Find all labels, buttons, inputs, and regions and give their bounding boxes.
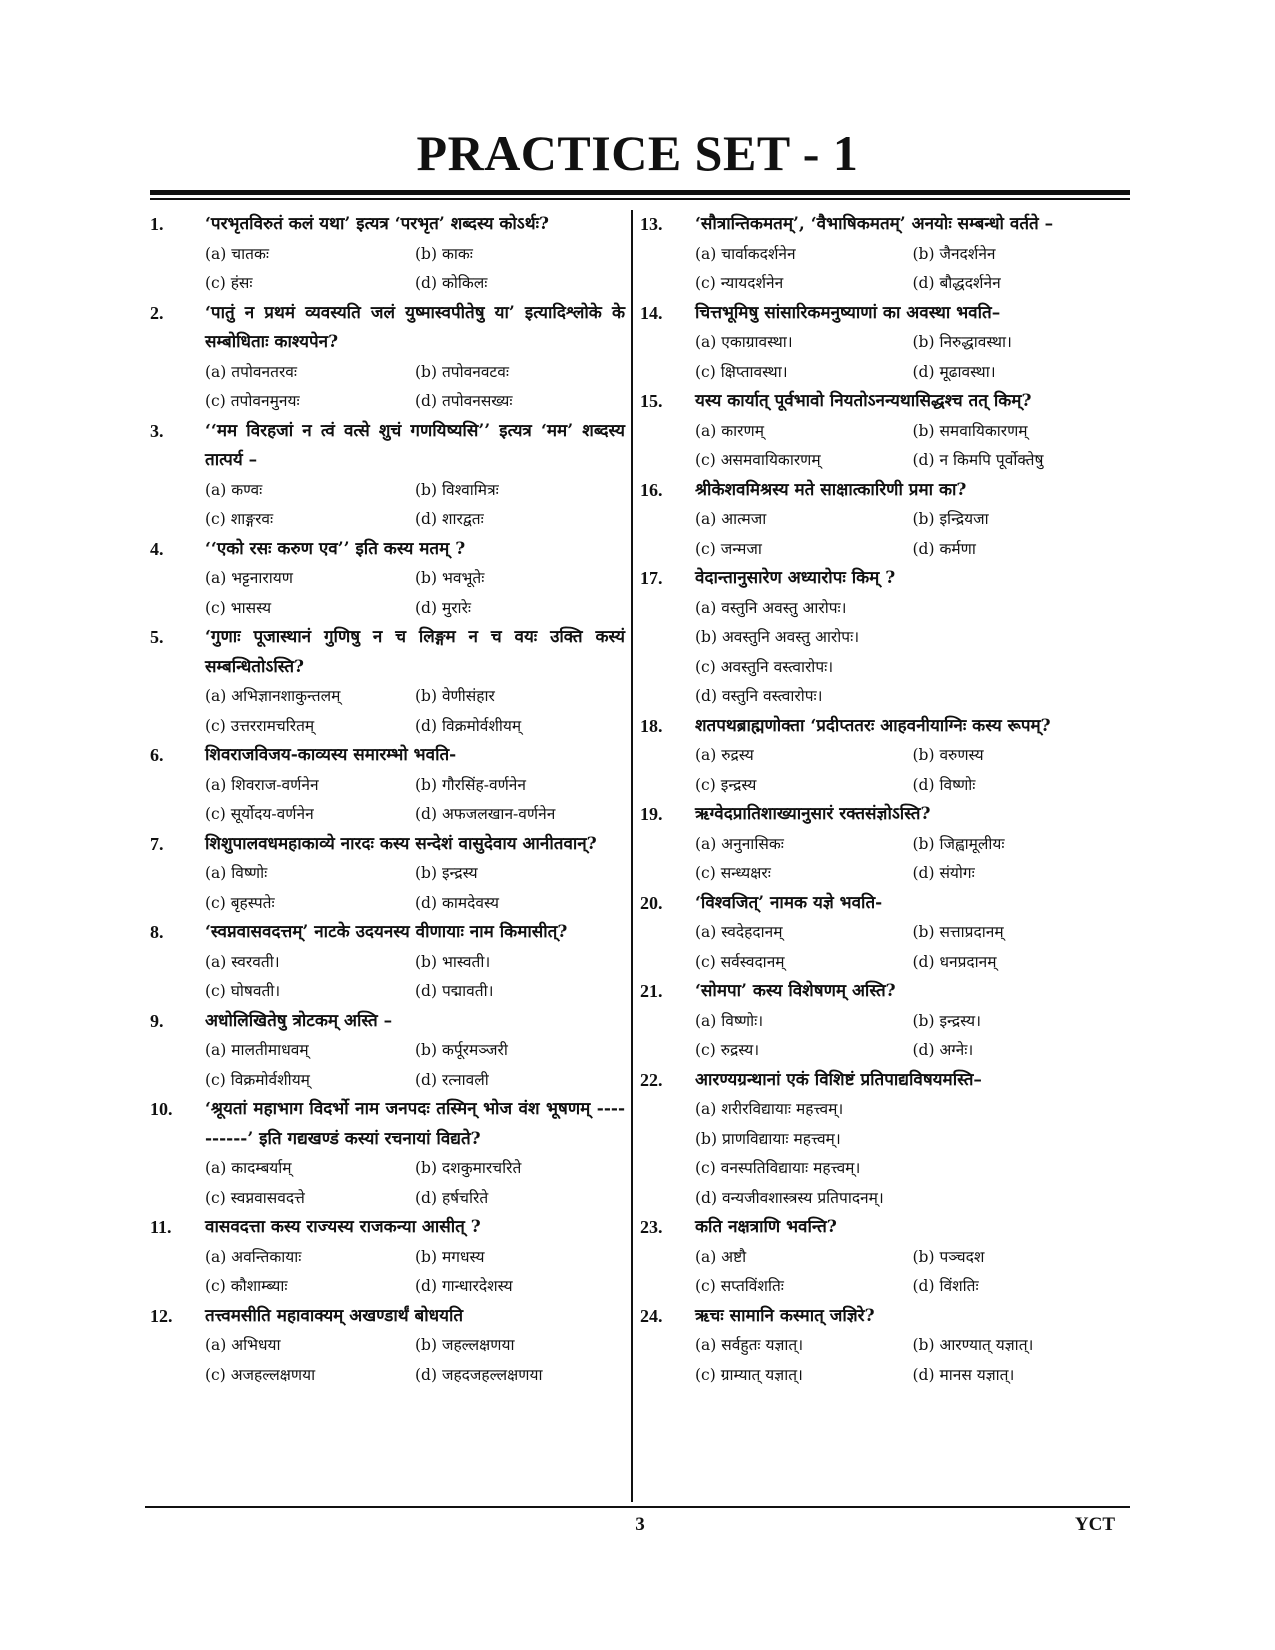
option-d: (d) विष्णोः (912, 775, 976, 794)
options-group (205, 1243, 625, 1302)
option-d: (d) मूढावस्था। (912, 362, 996, 381)
option-a: (a) अभिज्ञानशाकुन्तलम् (205, 687, 341, 705)
options-group (695, 417, 1130, 476)
option-d: (d) गान्धारदेशस्य (415, 1277, 513, 1295)
option-c: (c) ग्राम्यात् यज्ञात्। (695, 1365, 803, 1384)
options-group (695, 741, 1130, 800)
options-group (695, 830, 1130, 889)
option-c: (c) अवस्तुनि वस्त्वारोपः। (695, 657, 834, 676)
question-number: 15. (640, 391, 663, 411)
option-c: (c) वनस्पतिविद्यायाः महत्त्वम्। (695, 1159, 861, 1177)
question-item (150, 535, 625, 624)
option-d: (d) मुरारेः (415, 598, 472, 617)
question-text: कति नक्षत्राणि भवन्ति? (695, 1217, 837, 1237)
option-a: (a) आत्मजा (695, 510, 767, 528)
option-d: (d) मानस यज्ञात्। (912, 1365, 1015, 1384)
option-b: (b) भवभूतेः (415, 569, 485, 587)
question-text: ‘सौत्रान्तिकमतम्’, ‘वैभाषिकमतम्’ अनयोः सम्बन्धो वर्तते – (695, 214, 1054, 234)
option-c: (c) सन्ध्यक्षरः (695, 864, 771, 882)
option-d: (d) अग्नेः। (912, 1041, 974, 1059)
option-a: (a) मालतीमाधवम् (205, 1041, 309, 1059)
option-d: (d) कोकिलः (415, 274, 488, 292)
option-d: (d) तपोवनसख्यः (415, 392, 513, 410)
option-c: (c) शाङ्गरवः (205, 510, 274, 528)
option-a: (a) भट्टनारायण (205, 569, 293, 587)
option-d: (d) कर्मणा (912, 539, 976, 558)
question-text: चित्तभूमिषु सांसारिकमनुष्याणां का अवस्था भवति– (695, 302, 1001, 323)
question-text: शतपथब्राह्मणोक्ता ‘प्रदीप्ततरः आहवनीयाग्निः कस्य रूपम्? (695, 715, 1051, 736)
option-a: (a) अभिधया (205, 1336, 281, 1354)
option-b: (b) इन्द्रस्य। (912, 1011, 981, 1030)
question-text: ‘‘मम विरहजां न त्वं वत्से शुचं गणयिष्यसि’’ इत्यत्र ‘मम’ शब्दस्य तात्पर्य – (205, 420, 625, 470)
question-text: श्रीकेशवमिश्रस्य मते साक्षात्कारिणी प्रमा का? (695, 479, 967, 500)
question-number: 2. (150, 302, 164, 323)
right-column (640, 210, 1130, 1390)
option-b: (b) विश्वामित्रः (415, 480, 499, 499)
question-text: ‘सोमपा’ कस्य विशेषणम् अस्ति? (695, 981, 896, 1001)
option-c: (c) विक्रमोर्वशीयम् (205, 1070, 310, 1089)
question-number: 3. (150, 420, 164, 441)
question-item (640, 977, 1130, 1066)
option-c: (c) हंसः (205, 274, 253, 292)
page-number: 3 (635, 1514, 645, 1535)
question-number: 10. (150, 1099, 173, 1119)
question-text: यस्य कार्यात् पूर्वभावो नियतोऽनन्यथासिद्धश्च तत् किम्? (695, 391, 1032, 411)
option-a: (a) वस्तुनि अवस्तु आरोपः। (695, 598, 847, 617)
option-a: (a) कण्वः (205, 480, 263, 499)
question-text: ‘पातुं न प्रथमं व्यवस्यति जलं युष्मास्वपीतेषु या’ इत्यादिश्लोके के सम्बोधिताः काश्यपेन? (205, 302, 625, 352)
question-number: 17. (640, 568, 663, 588)
question-item (150, 741, 625, 830)
left-column (150, 210, 625, 1390)
option-a: (a) सर्वहुतः यज्ञात्। (695, 1336, 804, 1354)
options-group (205, 1036, 625, 1095)
question-text: शिशुपालवधमहाकाव्ये नारदः कस्य सन्देशं वासुदेवाय आनीतवान्? (205, 833, 597, 854)
option-c: (c) असमवायिकारणम् (695, 451, 821, 469)
question-number: 7. (150, 833, 164, 854)
option-b: (b) समवायिकारणम् (912, 421, 1028, 440)
options-group (695, 1243, 1130, 1302)
question-item (640, 889, 1130, 978)
options-group (695, 594, 1130, 712)
option-c: (c) इन्द्रस्य (695, 775, 757, 794)
options-group (695, 1007, 1130, 1066)
question-item (640, 564, 1130, 712)
option-d: (d) धनप्रदानम् (912, 952, 997, 971)
question-text: अधोलिखितेषु त्रोटकम् अस्ति – (205, 1010, 393, 1031)
question-text: ऋग्वेदप्रातिशाख्यानुसारं रक्तसंज्ञोऽस्ति? (695, 804, 931, 824)
option-a: (a) तपोवनतरवः (205, 362, 298, 381)
options-group (205, 1331, 625, 1390)
question-item (150, 1213, 625, 1302)
option-b: (b) प्राणविद्यायाः महत्त्वम्। (695, 1129, 841, 1148)
option-b: (b) मगधस्य (415, 1247, 485, 1266)
options-group (695, 328, 1130, 387)
question-number: 1. (150, 214, 164, 234)
question-number: 21. (640, 981, 663, 1001)
options-group (205, 682, 625, 741)
title-rule-thin (150, 198, 1130, 200)
question-number: 24. (640, 1305, 663, 1326)
question-item (640, 299, 1130, 388)
options-group (695, 918, 1130, 977)
option-b: (b) भास्वती। (415, 952, 491, 971)
option-a: (a) कादम्बर्याम् (205, 1159, 292, 1177)
footer-brand: YCT (1074, 1514, 1115, 1535)
option-a: (a) कारणम् (695, 421, 764, 440)
option-b: (b) अवस्तुनि अवस्तु आरोपः। (695, 628, 860, 646)
options-group (695, 1095, 1130, 1213)
option-c: (c) स्वप्नवासवदत्ते (205, 1188, 305, 1207)
question-number: 18. (640, 715, 663, 736)
option-b: (b) निरुद्धावस्था। (912, 333, 1012, 351)
options-group (205, 948, 625, 1007)
option-c: (c) तपोवनमुनयः (205, 392, 300, 410)
option-a: (a) शिवराज-वर्णनेन (205, 775, 319, 794)
question-item (640, 1302, 1130, 1391)
question-text: ‘विश्वजित्’ नामक यज्ञे भवति- (695, 892, 883, 913)
option-c: (c) उत्तररामचरितम् (205, 716, 315, 735)
option-a: (a) अष्टौ (695, 1247, 747, 1266)
option-a: (a) एकाग्रावस्था। (695, 333, 793, 351)
option-a: (a) रुद्रस्य (695, 746, 754, 764)
options-group (205, 859, 625, 918)
option-b: (b) कर्पूरमञ्जरी (415, 1041, 508, 1059)
question-item (640, 1066, 1130, 1214)
question-item (640, 387, 1130, 476)
question-item (150, 210, 625, 299)
option-d: (d) पद्मावती। (415, 982, 494, 1000)
options-group (205, 358, 625, 417)
option-c: (c) सप्तविंशतिः (695, 1277, 784, 1295)
question-number: 11. (150, 1217, 172, 1237)
option-c: (c) सर्वस्वदानम् (695, 952, 785, 971)
question-item (640, 1213, 1130, 1302)
question-text: वासवदत्ता कस्य राज्यस्य राजकन्या आसीत् ? (205, 1217, 481, 1237)
option-b: (b) दशकुमारचरिते (415, 1159, 522, 1177)
option-d: (d) शारद्वतः (415, 510, 484, 528)
option-d: (d) संयोगः (912, 864, 975, 882)
options-group (205, 476, 625, 535)
question-number: 22. (640, 1069, 663, 1090)
option-b: (b) गौरसिंह-वर्णनेन (415, 775, 527, 794)
question-text: ‘गुणाः पूजास्थानं गुणिषु न च लिङ्गम न च वयः उक्ति कस्यं सम्बन्धितोऽस्ति? (205, 627, 625, 677)
option-d: (d) जहदजहल्लक्षणया (415, 1365, 543, 1384)
question-number: 4. (150, 538, 164, 559)
question-text: वेदान्तानुसारेण अध्यारोपः किम् ? (695, 568, 896, 588)
question-number: 5. (150, 627, 164, 647)
question-text: शिवराजविजय-काव्यस्य समारम्भो भवति- (205, 745, 457, 765)
footer-rule (145, 1506, 1130, 1508)
option-a: (a) विष्णोः (205, 864, 268, 882)
option-c: (c) जन्मजा (695, 539, 762, 558)
options-group (205, 1154, 625, 1213)
option-d: (d) वन्यजीवशास्त्रस्य प्रतिपादनम्। (695, 1188, 884, 1207)
question-item (150, 918, 625, 1007)
question-item (150, 1007, 625, 1096)
question-number: 8. (150, 922, 164, 942)
option-c: (c) क्षिप्तावस्था। (695, 362, 788, 381)
question-item (150, 623, 625, 741)
column-divider (631, 210, 633, 1502)
option-c: (c) कौशाम्ब्याः (205, 1277, 288, 1295)
question-number: 16. (640, 479, 663, 500)
page-title: PRACTICE SET - 1 (416, 125, 859, 181)
question-number: 23. (640, 1217, 663, 1237)
option-d: (d) अफजलखान-वर्णनेन (415, 805, 556, 823)
question-item (640, 476, 1130, 565)
option-a: (a) चातकः (205, 244, 269, 263)
option-a: (a) चार्वाकदर्शनेन (695, 244, 796, 263)
options-group (695, 505, 1130, 564)
question-item (150, 830, 625, 919)
options-group (205, 240, 625, 299)
question-item (640, 712, 1130, 801)
question-text: आरण्यग्रन्थानां एकं विशिष्टं प्रतिपाद्यविषयमस्ति– (695, 1069, 982, 1090)
question-number: 20. (640, 892, 663, 913)
question-number: 14. (640, 302, 663, 323)
option-b: (b) सत्ताप्रदानम् (912, 923, 1004, 941)
option-d: (d) हर्षचरिते (415, 1188, 489, 1207)
option-a: (a) अवन्तिकायाः (205, 1247, 302, 1266)
option-a: (a) स्वदेहदानम् (695, 923, 783, 941)
question-item (640, 800, 1130, 889)
option-c: (c) रुद्रस्य। (695, 1041, 760, 1059)
option-c: (c) घोषवती। (205, 982, 281, 1000)
option-b: (b) इन्द्रियजा (912, 510, 989, 528)
question-number: 13. (640, 214, 663, 234)
option-c: (c) सूर्योदय-वर्णनेन (205, 805, 314, 823)
option-b: (b) पञ्चदश (912, 1247, 985, 1266)
question-number: 9. (150, 1010, 164, 1031)
options-group (695, 240, 1130, 299)
option-d: (d) बौद्धदर्शनेन (912, 274, 1001, 292)
question-text: ‘स्वप्नवासवदत्तम्’ नाटके उदयनस्य वीणायाः नाम किमासीत्? (205, 922, 568, 942)
option-b: (b) वरुणस्य (912, 746, 984, 764)
question-text: ‘परभृतविरुतं कलं यथा’ इत्यत्र ‘परभृत’ शब्दस्य कोऽर्थः? (205, 214, 550, 234)
question-text: ‘श्रूयतां महाभाग विदर्भो नाम जनपदः तस्मिन् भोज वंश भूषणम् ----------’ इति गद्यखण्डं कस्यां रचनायां विद्यते? (205, 1099, 625, 1149)
options-group (695, 1331, 1130, 1390)
option-d: (d) न किमपि पूर्वोक्तेषु (912, 451, 1044, 469)
option-b: (b) तपोवनवटवः (415, 362, 509, 381)
option-b: (b) आरण्यात् यज्ञात्। (912, 1336, 1034, 1354)
option-c: (c) न्यायदर्शनेन (695, 274, 784, 292)
question-item (150, 299, 625, 417)
question-item (150, 1302, 625, 1391)
option-c: (c) बृहस्पतेः (205, 893, 275, 912)
question-number: 6. (150, 745, 164, 765)
option-d: (d) विंशतिः (912, 1277, 979, 1295)
option-d: (d) कामदेवस्य (415, 893, 499, 912)
option-a: (a) अनुनासिकः (695, 834, 784, 853)
question-item (150, 1095, 625, 1213)
options-group (205, 564, 625, 623)
question-item (150, 417, 625, 535)
question-text: तत्त्वमसीति महावाक्यम् अखण्डार्थं बोधयति (205, 1305, 464, 1326)
question-text: ऋचः सामानि कस्मात् जज्ञिरे? (695, 1305, 875, 1326)
question-item (640, 210, 1130, 299)
option-c: (c) अजहल्लक्षणया (205, 1365, 316, 1384)
option-a: (a) शरीरविद्यायाः महत्त्वम्। (695, 1100, 844, 1118)
option-d: (d) रत्नावली (415, 1070, 489, 1089)
question-text: ‘‘एको रसः करुण एव’’ इति कस्य मतम् ? (205, 538, 466, 559)
option-b: (b) जैनदर्शनेन (912, 244, 996, 263)
option-a: (a) विष्णोः। (695, 1011, 764, 1030)
question-number: 12. (150, 1305, 173, 1326)
option-b: (b) जहल्लक्षणया (415, 1336, 515, 1354)
option-d: (d) विक्रमोर्वशीयम् (415, 716, 522, 735)
option-b: (b) वेणीसंहार (415, 687, 495, 705)
option-c: (c) भासस्य (205, 598, 272, 617)
option-a: (a) स्वरवती। (205, 952, 280, 971)
question-number: 19. (640, 804, 663, 824)
title-rule-thick (150, 190, 1130, 195)
option-d: (d) वस्तुनि वस्त्वारोपः। (695, 687, 823, 705)
option-b: (b) इन्द्रस्य (415, 864, 478, 882)
option-b: (b) काकः (415, 244, 473, 263)
option-b: (b) जिह्वामूलीयः (912, 834, 1005, 853)
options-group (205, 771, 625, 830)
